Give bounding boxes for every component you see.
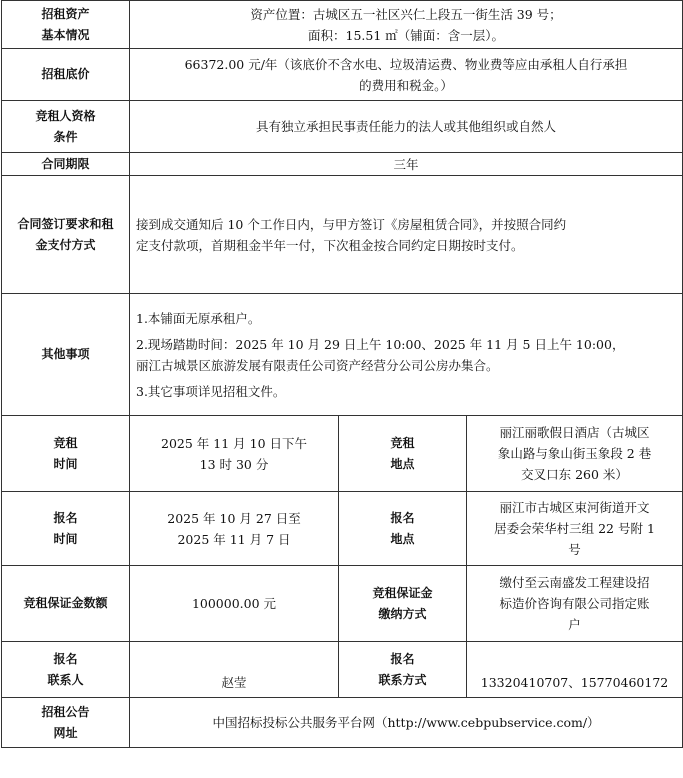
website-label <box>2 698 130 748</box>
contract-term-label: 合同期限 <box>2 153 130 176</box>
asset-info-value <box>130 1 683 49</box>
website-value: 中国招标投标公共服务平台网（http://www.cebpubservice.com/） <box>130 698 683 748</box>
row-signup-time-place <box>2 492 683 566</box>
other-item-2 <box>136 334 676 376</box>
website-label-line1: 招租公告 <box>41 704 90 719</box>
signup-time-label-line2: 时间 <box>53 531 78 546</box>
contract-line1: 接到成交通知后 10 个工作日内，与甲方签订《房屋租赁合同》，并按照合同约 <box>136 216 567 232</box>
contact-person-label-line1: 报名 <box>53 651 78 666</box>
row-contract-term <box>2 153 683 176</box>
row-asset-info <box>2 1 683 49</box>
asset-area: 面积：15.51 ㎡（铺面：含一层）。 <box>308 27 505 43</box>
contact-method-label-line1: 报名 <box>390 651 415 666</box>
contract-term-value: 三年 <box>130 153 683 176</box>
row-deposit <box>2 566 683 642</box>
row-qualification <box>2 101 683 153</box>
qualification-label-line1: 竞租人资格 <box>35 108 96 123</box>
asset-label-line1: 招租资产 <box>41 6 90 21</box>
price-line1: 66372.00 元/年（该底价不含水电、垃圾清运费、物业费等应由承租人自行承担 <box>184 56 628 72</box>
other-matters-label: 其他事项 <box>2 294 130 416</box>
contact-phone-value: 13320410707、15770460172 <box>467 642 683 698</box>
bid-place-line2: 象山路与象山街玉象段 2 巷 <box>497 446 652 461</box>
signup-place-label <box>339 492 467 566</box>
signup-place-line3: 号 <box>568 542 581 557</box>
asset-label-line2: 基本情况 <box>41 27 90 42</box>
deposit-method-line1: 缴付至云南盛发工程建设招 <box>499 575 650 590</box>
deposit-amount-label: 竞租保证金数额 <box>2 566 130 642</box>
contact-method-label-line2: 联系方式 <box>378 672 427 687</box>
deposit-method-line2: 标造价咨询有限公司指定账 <box>499 596 650 611</box>
rental-notice-table <box>1 0 683 748</box>
contact-person-label <box>2 642 130 698</box>
deposit-method-line3: 户 <box>568 617 581 632</box>
bid-time-label-line2: 时间 <box>53 456 78 471</box>
deposit-method-label <box>339 566 467 642</box>
bid-place-label-line2: 地点 <box>390 456 415 471</box>
contact-person-label-line2: 联系人 <box>47 672 84 687</box>
other-matters-value <box>130 294 683 416</box>
signup-time-value <box>130 492 339 566</box>
other-item-1: 1.本铺面无原承租户。 <box>136 310 261 326</box>
reserve-price-value <box>130 49 683 101</box>
row-bid-time-place <box>2 416 683 492</box>
signup-place-label-line2: 地点 <box>390 531 415 546</box>
deposit-amount-value: 100000.00 元 <box>130 566 339 642</box>
signup-place-line2: 居委会荣华村三组 22 号附 1 <box>494 521 655 536</box>
bid-place-line3: 交叉口东 260 米） <box>521 467 628 482</box>
row-contact <box>2 642 683 698</box>
qualification-value: 具有独立承担民事责任能力的法人或其他组织或自然人 <box>130 101 683 153</box>
signup-time-label <box>2 492 130 566</box>
qualification-label-line2: 条件 <box>53 129 78 144</box>
contract-payment-label <box>2 176 130 294</box>
bid-time-line2: 13 时 30 分 <box>199 456 269 472</box>
asset-info-label <box>2 1 130 49</box>
bid-place-value <box>467 416 683 492</box>
qualification-label <box>2 101 130 153</box>
bid-time-value <box>130 416 339 492</box>
signup-place-value <box>467 492 683 566</box>
row-website <box>2 698 683 748</box>
bid-time-line1: 2025 年 11 月 10 日下午 <box>161 435 307 451</box>
deposit-method-label-line2: 缴纳方式 <box>378 606 427 621</box>
bid-time-label <box>2 416 130 492</box>
bid-place-line1: 丽江丽歌假日酒店（古城区 <box>499 425 650 440</box>
signup-time-line2: 2025 年 11 月 7 日 <box>177 531 291 547</box>
contract-label-line2: 金支付方式 <box>35 237 96 252</box>
website-label-line2: 网址 <box>53 725 78 740</box>
signup-place-line1: 丽江市古城区束河街道开文 <box>499 500 650 515</box>
contract-label-line1: 合同签订要求和租 <box>17 216 114 231</box>
reserve-price-label: 招租底价 <box>2 49 130 101</box>
bid-time-label-line1: 竞租 <box>53 435 78 450</box>
row-reserve-price <box>2 49 683 101</box>
bid-place-label-line1: 竞租 <box>390 435 415 450</box>
price-line2: 的费用和税金。） <box>359 77 453 93</box>
asset-location: 资产位置：古城区五一社区兴仁上段五一街生活 39 号； <box>250 6 562 22</box>
signup-time-label-line1: 报名 <box>53 510 78 525</box>
contact-method-label <box>339 642 467 698</box>
contract-line2: 定支付款项，首期租金半年一付，下次租金按合同约定日期按时支付。 <box>136 237 524 253</box>
contact-person-value: 赵莹 <box>130 642 339 698</box>
other-item-2-line1: 2.现场踏勘时间：2025 年 10 月 29 日上午 10:00、2025 年 11 月 5 日上午 10:00， <box>136 336 625 352</box>
row-other-matters <box>2 294 683 416</box>
bid-place-label <box>339 416 467 492</box>
deposit-method-label-line1: 竞租保证金 <box>372 585 433 600</box>
signup-place-label-line1: 报名 <box>390 510 415 525</box>
row-contract-payment <box>2 176 683 294</box>
other-item-2-line2: 丽江古城景区旅游发展有限责任公司资产经营分公司公房办集合。 <box>136 357 499 373</box>
deposit-method-value <box>467 566 683 642</box>
contract-payment-value <box>130 176 683 294</box>
other-item-3: 3.其它事项详见招租文件。 <box>136 383 286 399</box>
signup-time-line1: 2025 年 10 月 27 日至 <box>167 510 301 526</box>
